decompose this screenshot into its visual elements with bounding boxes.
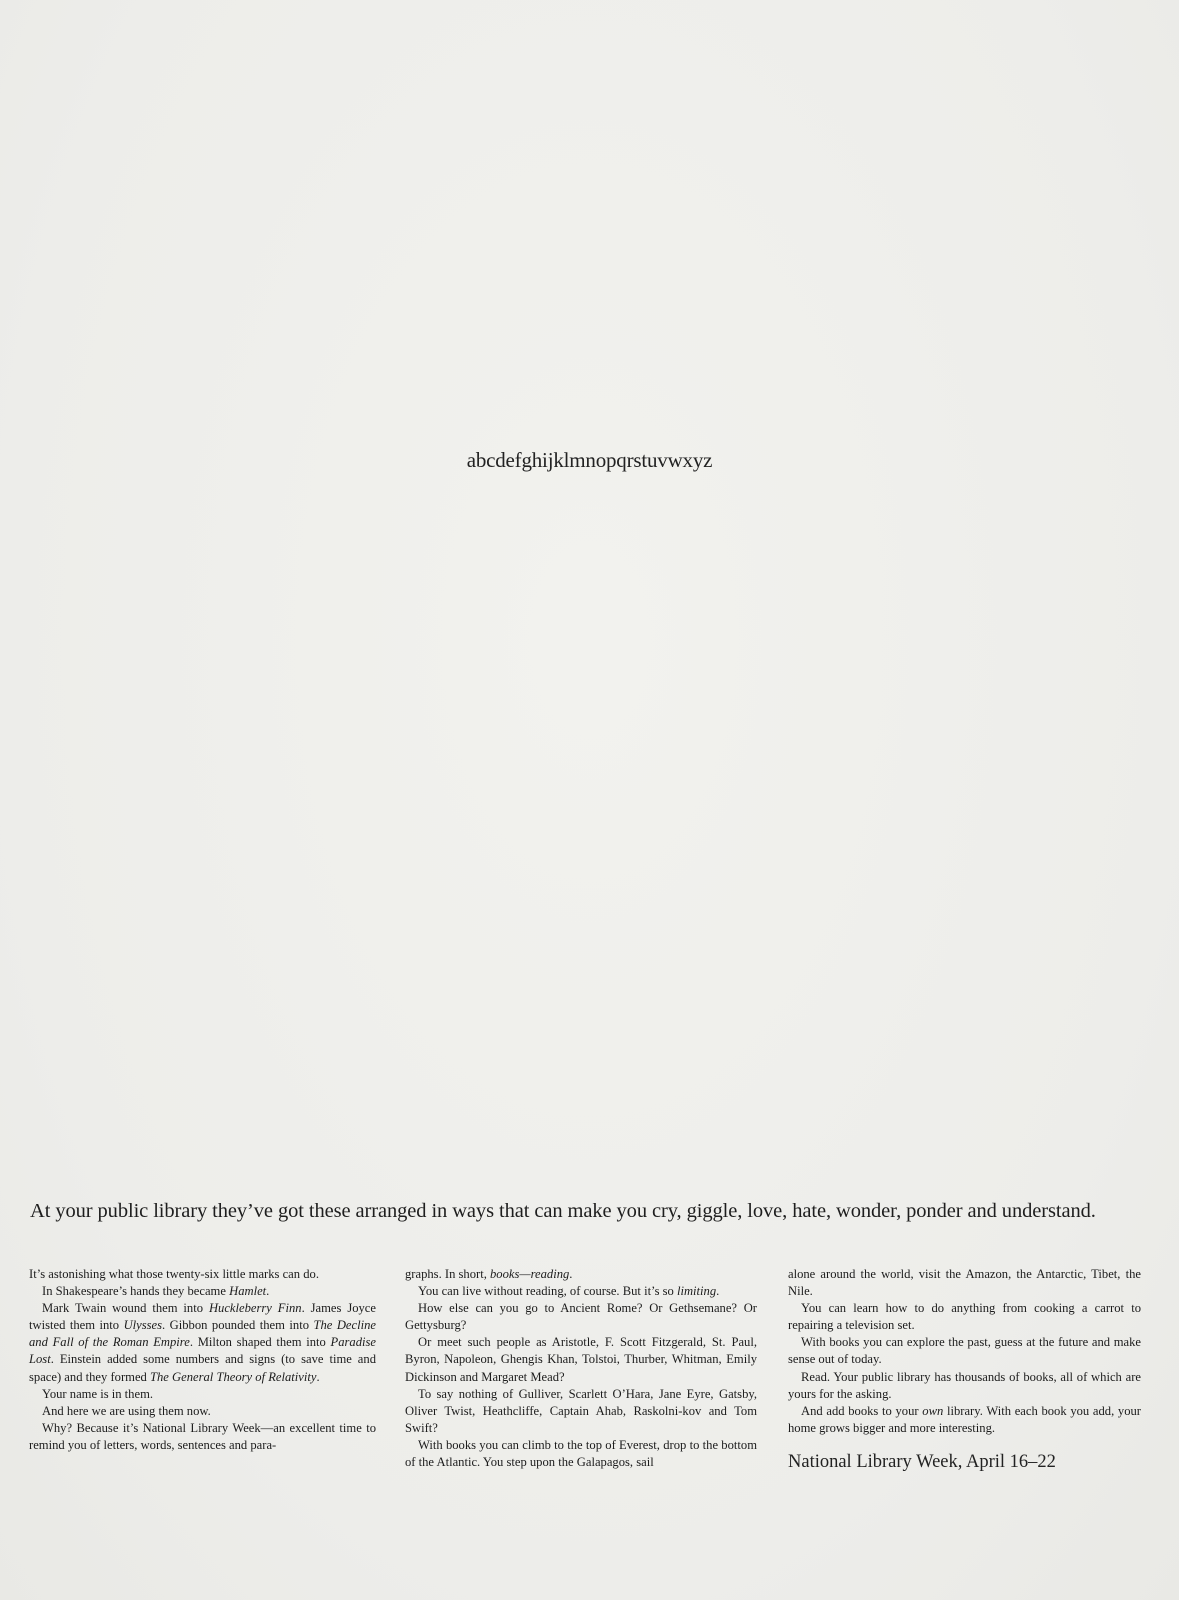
italic-title-text: The General Theory of Relativity [150, 1369, 317, 1384]
body-column-2 [405, 1266, 757, 1471]
body-text: Or meet such people as Aristotle, F. Scott Fitzgerald, St. Paul, Byron, Napoleon, Ghengis Khan, Tolstoi, Thurber, Whitman, Emily Dickinson and Margaret Mead? [405, 1335, 757, 1384]
body-text: graphs. In short, [405, 1267, 490, 1281]
body-text: . [266, 1284, 270, 1299]
body-text: . James Joyce twisted them into [29, 1301, 376, 1333]
body-paragraph [788, 1300, 1141, 1334]
italic-title-text: books—reading [490, 1267, 570, 1281]
body-text: . Einstein added some numbers and signs (to save time and space) and they formed [29, 1352, 376, 1384]
italic-title-text: Paradise Lost [29, 1335, 376, 1367]
italic-title-text: limiting [676, 1284, 717, 1299]
italic-title-text: The Decline and Fall of the Roman Empire [29, 1318, 376, 1350]
alphabet-display: abcdefghijklmnopqrstuvwxyz [466, 448, 713, 472]
body-paragraph [29, 1283, 376, 1300]
body-text: With books you can explore the past, guess at the future and make sense out of today. [788, 1335, 1141, 1367]
body-paragraph [29, 1386, 376, 1403]
italic-title-text: Huckleberry Finn [208, 1301, 302, 1316]
body-text: How else can you go to Ancient Rome? Or Gethsemane? Or Gettysburg? [405, 1301, 757, 1333]
body-text: . Gibbon pounded them into [162, 1318, 314, 1333]
body-text: library. With each book you add, your home grows bigger and more interesting. [788, 1403, 1141, 1435]
italic-title-text: Ulysses [123, 1318, 163, 1333]
body-text: Why? Because it’s National Library Week—an excellent time to remind you of letters, words, sentences and para- [29, 1420, 376, 1452]
italic-title-text: own [922, 1403, 944, 1418]
body-text: alone around the world, visit the Amazon, the Antarctic, Tibet, the Nile. [788, 1267, 1141, 1299]
body-paragraph [405, 1437, 757, 1471]
body-text: To say nothing of Gulliver, Scarlett O’Hara, Jane Eyre, Gatsby, Oliver Twist, Heathcliffe, Captain Ahab, Raskolni-kov and Tom Swift? [405, 1386, 757, 1435]
body-paragraph [788, 1266, 1141, 1300]
body-paragraph [29, 1420, 376, 1454]
body-paragraph [405, 1266, 757, 1283]
body-text: And add books to your [801, 1403, 923, 1418]
body-text: You can live without reading, of course. But it’s so [418, 1284, 677, 1299]
body-text: Mark Twain wound them into [42, 1301, 209, 1316]
headline: At your public library they’ve got these arranged in ways that can make you cry, giggle, love, hate, wonder, ponder and understand. [30, 1200, 1096, 1222]
body-paragraph [405, 1386, 757, 1437]
body-text: . [569, 1267, 573, 1281]
italic-title-text: Hamlet [229, 1284, 267, 1299]
body-paragraph [788, 1369, 1141, 1403]
body-paragraph [29, 1403, 376, 1420]
body-column-1 [29, 1266, 376, 1454]
body-text: With books you can climb to the top of Everest, drop to the bottom of the Atlantic. You step upon the Galapagos, sail [405, 1437, 757, 1470]
body-text: . [316, 1369, 320, 1384]
body-column-3 [788, 1266, 1141, 1437]
body-paragraph [405, 1283, 757, 1300]
body-paragraph [788, 1403, 1141, 1437]
body-text: Your name is in them. [42, 1386, 154, 1401]
body-text: . [716, 1284, 720, 1299]
body-text: . Milton shaped them into [189, 1335, 331, 1350]
body-text: You can learn how to do anything from cooking a carrot to repairing a television set. [788, 1301, 1141, 1333]
signature-line: National Library Week, April 16–22 [788, 1452, 1056, 1472]
body-text: In Shakespeare’s hands they became [42, 1284, 230, 1299]
body-text: And here we are using them now. [42, 1403, 211, 1418]
body-text: It’s astonishing what those twenty-six little marks can do. [29, 1267, 319, 1281]
body-text: Read. Your public library has thousands of books, all of which are yours for the asking. [788, 1369, 1141, 1401]
body-paragraph [405, 1334, 757, 1385]
body-paragraph [788, 1334, 1141, 1368]
body-paragraph [29, 1300, 376, 1385]
body-paragraph [405, 1300, 757, 1334]
body-paragraph [29, 1266, 376, 1283]
